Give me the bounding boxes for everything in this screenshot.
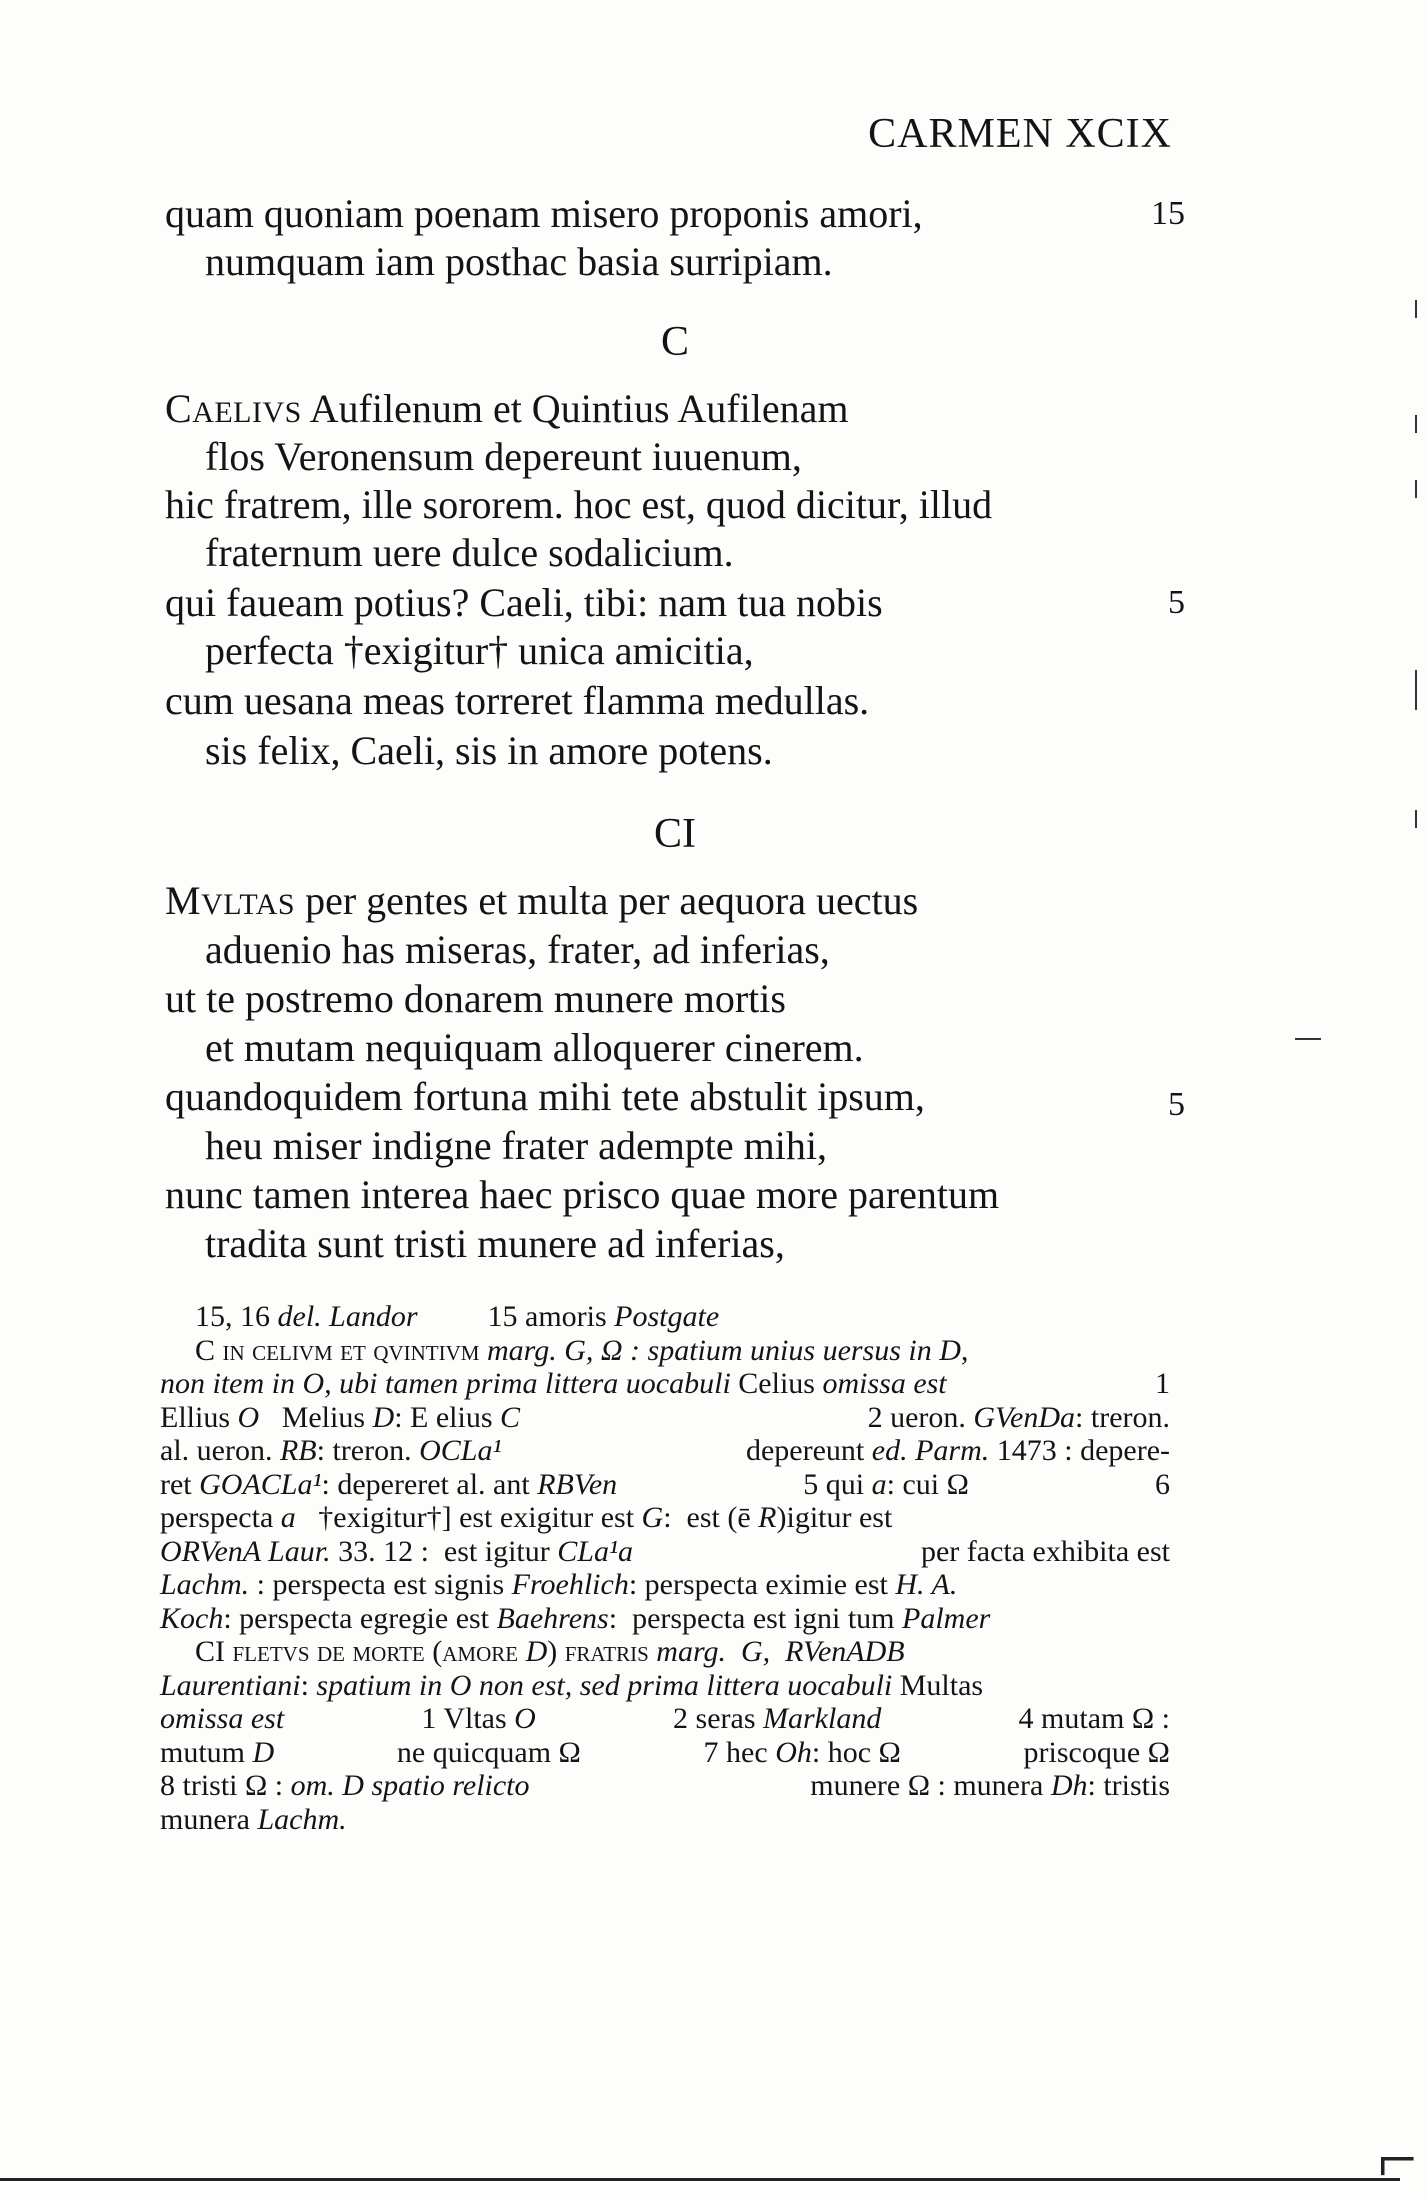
note-entry: Laurentiani: spatium in O non est, sed prima littera uocabuli Multas — [160, 1668, 984, 1702]
apparatus-line — [160, 1635, 1170, 1669]
note-entry: CI fletvs de morte (amore D) fratris marg. G, RVenADB — [195, 1635, 905, 1668]
verse-line — [205, 727, 773, 775]
note-entry: depereunt ed. Parm. 1473 : depere- — [730, 1434, 1170, 1467]
first-word — [165, 878, 295, 923]
verse-line — [205, 238, 833, 286]
margin-mark — [1415, 300, 1417, 318]
verse-text: quam quoniam poenam misero proponis amori, — [165, 191, 923, 236]
apparatus-line — [160, 1501, 1170, 1535]
note-entry: ORVenA Laur. 33. 12 : est igitur CLa¹a — [160, 1534, 633, 1568]
margin-mark — [1415, 415, 1417, 433]
verse-text: aduenio has miseras, frater, ad inferias, — [205, 927, 830, 972]
verse-text: quandoquidem fortuna mihi tete abstulit ipsum, — [165, 1074, 925, 1119]
note-number: 1 — [1155, 1367, 1170, 1400]
apparatus-line — [160, 1367, 1170, 1401]
note-entry: mutum D — [160, 1735, 275, 1769]
verse-line — [165, 877, 918, 929]
verse-text: perfecta †exigitur† unica amicitia, — [205, 628, 754, 673]
verse-text: qui faueam potius? Caeli, tibi: nam tua nobis — [165, 580, 883, 625]
note-entry: 2 ueron. GVenDa: treron. — [867, 1400, 1170, 1434]
first-word — [165, 386, 302, 431]
line-number: 15 — [1151, 195, 1185, 232]
apparatus-line — [160, 1434, 1170, 1468]
verse-text: sis felix, Caeli, sis in amore potens. — [205, 728, 773, 773]
verse-line — [165, 190, 1185, 238]
note-entry: ret GOACLa¹: depereret al. ant RBVen — [160, 1467, 618, 1501]
note-entry: ne quicquam Ω — [396, 1735, 581, 1769]
verse-line — [205, 1024, 864, 1072]
verse-line — [165, 1171, 999, 1219]
verse-text: heu miser indigne frater adempte mihi, — [205, 1123, 828, 1168]
verse-text: et mutam nequiquam alloquerer cinerem. — [205, 1025, 864, 1070]
apparatus-line — [160, 1468, 1170, 1502]
margin-mark — [1415, 670, 1417, 710]
note-entry: Ellius O Melius D: E elius C — [160, 1400, 521, 1434]
apparatus-line — [160, 1300, 1170, 1334]
line-number: 5 — [1168, 1086, 1185, 1123]
verse-line — [205, 433, 802, 481]
page-corner-icon: ⌐ — [1377, 2121, 1417, 2198]
verse-line — [205, 926, 830, 974]
verse-text: fraternum uere dulce sodalicium. — [205, 530, 734, 575]
verse-line — [205, 1122, 827, 1170]
note-entry: Lachm. : perspecta est signis Froehlich: perspecta eximie est H. A. — [160, 1568, 958, 1601]
drop-initial: M — [165, 878, 202, 923]
poem-title-ci: CI — [654, 811, 696, 857]
apparatus-line — [160, 1401, 1170, 1435]
apparatus-line — [160, 1568, 1170, 1602]
note-entry: per facta exhibita est — [920, 1534, 1170, 1568]
verse-text: flos Veronensum depereunt iuuenum, — [205, 434, 802, 479]
verse-text: nunc tamen interea haec prisco quae more parentum — [165, 1172, 1000, 1217]
verse-text: hic fratrem, ille sororem. hoc est, quod dicitur, illud — [165, 482, 993, 527]
verse-line — [165, 677, 869, 725]
verse-text: cum uesana meas torreret flamma medullas. — [165, 678, 870, 723]
note-entry: 4 mutam Ω : — [1018, 1702, 1170, 1735]
running-head: CARMEN XCIX — [868, 111, 1172, 157]
apparatus-line — [160, 1702, 1170, 1736]
note-entry: Koch: perspecta egregie est Baehrens: perspecta est igni tum Palmer — [160, 1601, 991, 1635]
note-entry: perspecta a †exigitur†] est exigitur est G: est (ē R)igitur est — [160, 1501, 893, 1534]
verse-text: tradita sunt tristi munere ad inferias, — [205, 1221, 785, 1266]
note-entry: 15, 16 del. Landor — [195, 1300, 418, 1333]
critical-apparatus — [160, 1300, 1170, 1836]
verse-line — [205, 529, 734, 577]
verse-text: numquam iam posthac basia surripiam. — [205, 239, 833, 284]
verse-line — [165, 481, 992, 529]
verse-text: Aufilenum et Quintius Aufilenam — [301, 386, 849, 431]
first-word-rest: VLTAS — [201, 888, 296, 921]
verse-line — [165, 385, 848, 437]
note-entry: 2 seras Markland — [673, 1702, 882, 1735]
verse-line — [205, 1220, 785, 1268]
margin-mark — [1295, 1038, 1321, 1040]
note-entry: al. ueron. RB: treron. OCLa¹ — [160, 1434, 502, 1467]
margin-mark — [1415, 480, 1417, 498]
note-entry: non item in O, ubi tamen prima littera uocabuli Celius omissa est — [160, 1367, 947, 1400]
note-entry: priscoque Ω — [1023, 1735, 1170, 1769]
verse-line — [165, 975, 786, 1023]
note-entry: 1 Vltas O — [421, 1702, 536, 1735]
note-entry: 5 qui a: cui Ω — [803, 1467, 969, 1501]
apparatus-line — [160, 1736, 1170, 1770]
page-bottom-rule — [0, 2178, 1400, 2181]
apparatus-line — [160, 1769, 1170, 1803]
note-entry: omissa est — [160, 1702, 285, 1735]
verse-text: per gentes et multa per aequora uectus — [295, 878, 919, 923]
note-entry: munere Ω : munera Dh: tristis — [810, 1769, 1170, 1802]
apparatus-line — [160, 1334, 1170, 1368]
apparatus-line — [160, 1669, 1170, 1703]
poem-title-c: C — [660, 319, 689, 365]
note-entry: 15 amoris Postgate — [487, 1300, 720, 1333]
apparatus-line — [160, 1602, 1170, 1636]
note-number: 6 — [1154, 1467, 1170, 1501]
note-entry: munera Lachm. — [160, 1802, 347, 1836]
apparatus-line — [160, 1535, 1170, 1569]
first-word-rest: AELIVS — [192, 396, 302, 429]
drop-initial: C — [165, 386, 193, 431]
margin-mark — [1415, 810, 1417, 828]
verse-line — [165, 1073, 1185, 1121]
note-entry: 8 tristi Ω : om. D spatio relicto — [160, 1769, 530, 1802]
note-entry: 7 hec Oh: hoc Ω — [703, 1735, 901, 1769]
line-number: 5 — [1168, 584, 1185, 621]
verse-line — [165, 579, 1185, 627]
verse-text: ut te postremo donarem munere mortis — [165, 976, 786, 1021]
verse-line — [205, 627, 754, 675]
note-entry: C in celivm et qvintivm marg. G, Ω : spatium unius uersus in D, — [195, 1333, 969, 1367]
apparatus-line — [160, 1803, 1170, 1837]
